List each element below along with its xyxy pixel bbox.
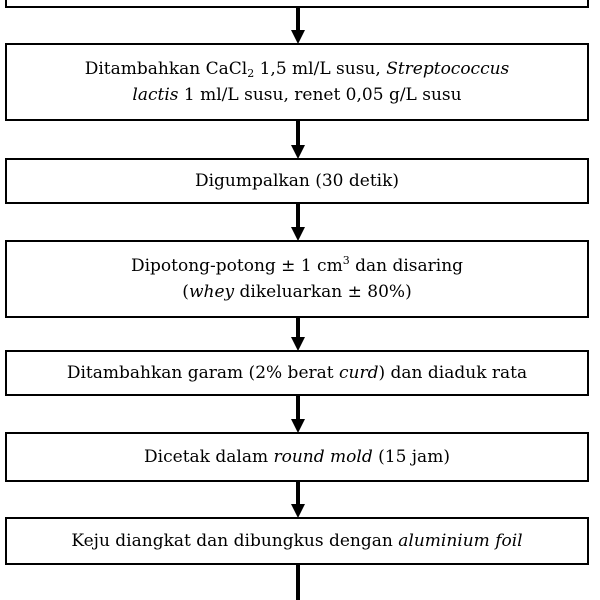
step-4-text-b: ) dan diaduk rata [378,363,528,383]
step-4-italic: curd [339,363,379,383]
step-6-line [71,528,522,554]
down-arrow-icon [290,8,306,44]
flow-arrow-4 [290,396,306,433]
step-3-text-d: dikeluarkan ± 80%) [234,282,412,302]
step-3-superscript: 3 [342,254,350,267]
step-3-line-2 [182,279,411,305]
down-arrow-icon [290,121,306,159]
flow-box-wrap [5,517,589,565]
step-1-italic-2: lactis [132,85,179,105]
step-3-text-c: ( [182,282,189,302]
step-3-text-a: Dipotong-potong ± 1 cm [130,256,343,276]
down-arrow-icon [290,565,306,600]
step-4-line [67,360,527,386]
step-2-text: Digumpalkan (30 detik) [194,171,400,191]
step-3-text-b: dan disaring [349,256,464,276]
step-3-line-1 [131,253,463,279]
flow-box-cut [5,240,589,318]
flow-arrow-6 [290,565,306,600]
step-5-text-a: Dicetak dalam [144,447,274,467]
flow-box-add-cacl2 [5,43,589,121]
flow-arrow-2 [290,204,306,241]
flow-arrow-5 [290,482,306,518]
down-arrow-icon [290,318,306,351]
step-5-text-b: (15 jam) [372,447,450,467]
flow-box-salt [5,350,589,396]
flow-arrow-1 [290,121,306,159]
flow-arrow-0 [290,8,306,44]
step-3-italic: whey [188,282,235,302]
step-1-text-a: Ditambahkan CaCl [84,59,248,79]
step-1-line-2 [132,82,461,108]
step-6-text-a: Keju diangkat dan dibungkus dengan [71,531,399,551]
flow-box-mold [5,432,589,482]
step-1-text-c: 1 ml/L susu, renet 0,05 g/L susu [178,85,462,105]
flow-box-coagulate [5,158,589,204]
step-1-text-b: 1,5 ml/L susu, [254,59,387,79]
step-1-line-1 [85,56,510,82]
step-4-text-a: Ditambahkan garam (2% berat [66,363,340,383]
step-1-subscript: 2 [247,67,255,80]
flow-arrow-3 [290,318,306,351]
step-5-italic: round mold [273,447,373,467]
step-6-italic: aluminium foil [398,531,523,551]
down-arrow-icon [290,204,306,241]
down-arrow-icon [290,396,306,433]
flow-box-previous [5,0,589,8]
step-5-line [144,444,450,470]
step-1-italic-1: Streptococcus [386,59,510,79]
down-arrow-icon [290,482,306,518]
